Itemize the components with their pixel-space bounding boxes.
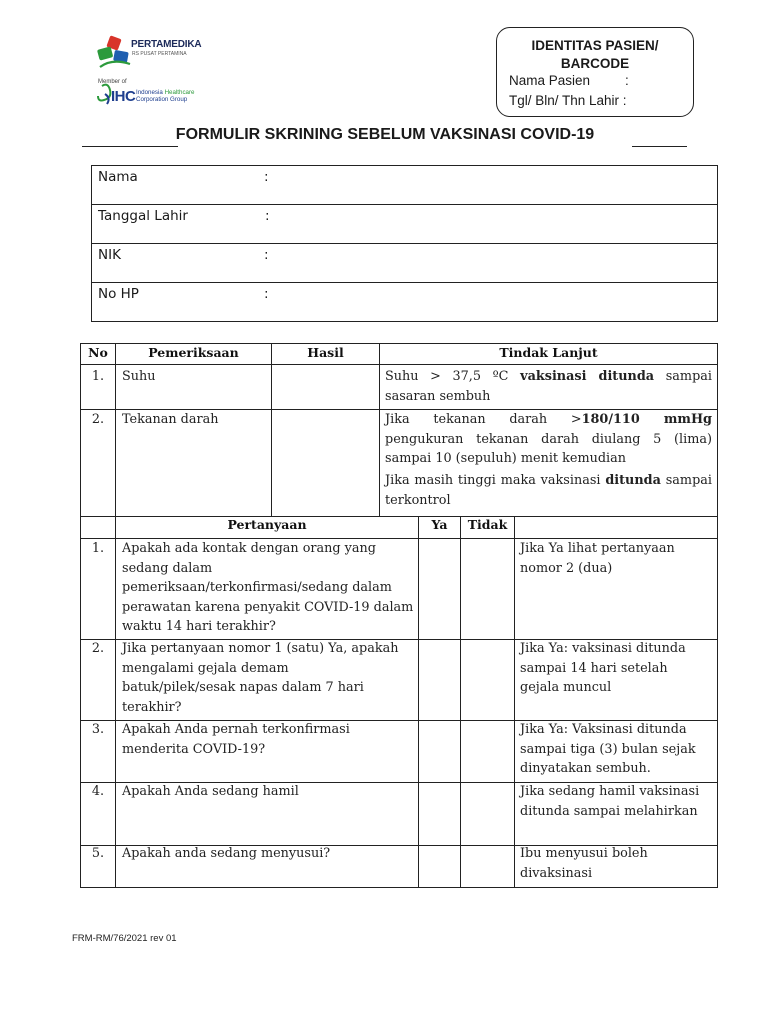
field-label: Nama	[98, 169, 138, 185]
field-label: NIK	[98, 247, 121, 263]
question-header-no-cell	[80, 516, 116, 539]
identity-box-title: IDENTITAS PASIEN/ BARCODE	[531, 38, 659, 71]
question-no: 4.	[91, 784, 105, 799]
header-pertanyaan: Pertanyaan	[227, 517, 307, 532]
question-header-note-cell	[514, 516, 718, 539]
identity-name-row: Nama Pasien :	[509, 73, 629, 88]
q2-ya-checkbox[interactable]	[418, 639, 461, 721]
exam-followup-text: Jika tekanan darah >180/110 mmHg pengukuran tekanan darah diulang 5 (lima) sampai 10 (sepuluh) menit kemudian	[385, 412, 712, 466]
field-label: Tanggal Lahir	[98, 208, 188, 224]
form-title: FORMULIR SKRINING SEBELUM VAKSINASI COVID-19	[175, 126, 595, 143]
header-tidak: Tidak	[467, 517, 508, 532]
logo-brand-text: PERTAMEDIKA	[131, 39, 202, 50]
question-no: 5.	[91, 846, 105, 861]
exam-row-no: 2.	[91, 412, 105, 427]
q4-tidak-checkbox[interactable]	[460, 782, 515, 846]
header-ya: Ya	[431, 517, 448, 532]
question-no: 1.	[91, 541, 105, 556]
q1-ya-checkbox[interactable]	[418, 538, 461, 640]
exam-followup-text: Suhu > 37,5 ºC vaksinasi ditunda sampai sasaran sembuh	[385, 369, 712, 404]
exam-row-label: Suhu	[122, 369, 156, 384]
field-no-hp[interactable]: No HP :	[98, 286, 269, 302]
q3-ya-checkbox[interactable]	[418, 720, 461, 783]
q2-tidak-checkbox[interactable]	[460, 639, 515, 721]
form-code-footer: FRM-RM/76/2021 rev 01	[72, 933, 177, 944]
q5-ya-checkbox[interactable]	[418, 845, 461, 888]
question-no: 2.	[91, 641, 105, 656]
question-note: Jika Ya: vaksinasi ditunda sampai 14 hari setelah gejala muncul	[520, 641, 686, 695]
logo-ihc-description: Indonesia Healthcare Corporation Group	[136, 89, 195, 103]
question-note: Jika sedang hamil vaksinasi ditunda sampai melahirkan	[520, 784, 700, 819]
field-tanggal-lahir[interactable]: Tanggal Lahir :	[92, 205, 717, 244]
logo-ihc-text: IHC	[111, 88, 136, 105]
exam-row-no: 1.	[91, 369, 105, 384]
exam-row-label: Tekanan darah	[122, 412, 219, 427]
title-underline-right	[632, 146, 687, 147]
field-label: No HP	[98, 286, 139, 302]
exam-followup-text-2: Jika masih tinggi maka vaksinasi ditunda sampai terkontrol	[385, 473, 712, 508]
logo-subtitle: RS PUSAT PERTAMINA	[132, 51, 187, 57]
question-text: Apakah Anda sedang hamil	[122, 784, 299, 799]
header-no: No	[88, 345, 108, 360]
exam-result-tekanan-darah[interactable]	[271, 409, 380, 517]
question-text: Apakah anda sedang menyusui?	[122, 846, 331, 861]
title-underline-left	[82, 146, 178, 147]
question-text: Apakah Anda pernah terkonfirmasi menderita COVID-19?	[122, 722, 350, 757]
identity-name-label: Nama Pasien	[509, 73, 591, 88]
question-no: 3.	[91, 722, 105, 737]
field-nama[interactable]: Nama :	[92, 166, 717, 205]
question-text: Apakah ada kontak dengan orang yang sedang dalam pemeriksaan/terkonfirmasi/sedang dalam perawatan karena penyakit COVID-19 dalam waktu 14 hari terakhir?	[122, 541, 414, 634]
field-nik[interactable]: NIK :	[92, 244, 717, 283]
identity-dob-label: Tgl/ Bln/ Thn Lahir :	[509, 93, 627, 108]
question-text: Jika pertanyaan nomor 1 (satu) Ya, apakah mengalami gejala demam batuk/pilek/sesak napas dalam 7 hari terakhir?	[122, 641, 399, 715]
question-note: Jika Ya lihat pertanyaan nomor 2 (dua)	[520, 541, 675, 576]
ihc-mark-icon	[98, 85, 110, 104]
exam-result-suhu[interactable]	[271, 364, 380, 410]
header-tindak-lanjut: Tindak Lanjut	[499, 345, 598, 360]
patient-fields-box	[91, 165, 718, 322]
header-hasil: Hasil	[307, 345, 344, 360]
header-pemeriksaan: Pemeriksaan	[148, 345, 239, 360]
question-note: Jika Ya: Vaksinasi ditunda sampai tiga (3) bulan sejak dinyatakan sembuh.	[520, 722, 696, 776]
question-note: Ibu menyusui boleh divaksinasi	[520, 846, 648, 881]
q5-tidak-checkbox[interactable]	[460, 845, 515, 888]
q3-tidak-checkbox[interactable]	[460, 720, 515, 783]
logo-member-of: Member of	[98, 79, 127, 85]
q4-ya-checkbox[interactable]	[418, 782, 461, 846]
q1-tidak-checkbox[interactable]	[460, 538, 515, 640]
pertamedika-mark-icon	[97, 35, 130, 67]
